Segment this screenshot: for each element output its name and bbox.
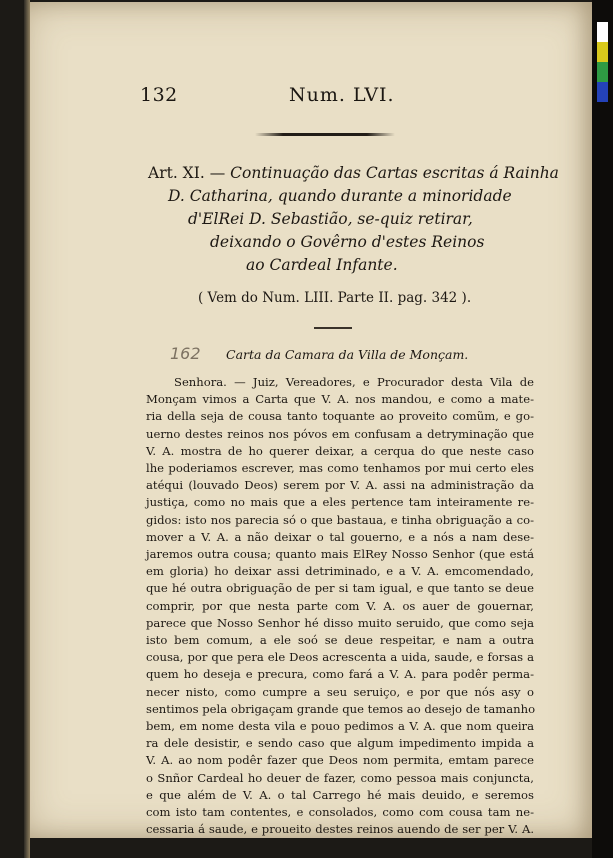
article-reference: ( Vem do Num. LIII. Parte II. pag. 342 ). [198, 290, 472, 306]
body-line: jaremos outra cousa; quanto mais ElRey Nosso Senhor (que está [146, 547, 534, 562]
letter-body [146, 374, 534, 838]
color-calibration-strip [597, 22, 608, 102]
body-line: que hé outra obriguação de per si tam igual, e que tanto se deue [146, 581, 534, 596]
body-line: ria della seja de cousa tanto toquante ao proveito comũm, e go- [146, 409, 534, 424]
body-line: sentimos pela obrigaçam grande que temos ao desejo de tamanho [146, 701, 536, 716]
body-line: quem ho deseja e precura, como fará a V. A. para podêr perma- [146, 667, 534, 682]
body-line: gidos: isto nos parecia só o que bastaua, e tinha obriguação a co- [146, 512, 534, 527]
body-line: lhe poderiamos escrever, mas como tenhamos por mui certo eles [146, 461, 534, 476]
body-line: Senhora. — Juiz, Vereadores, e Procurador desta Vila de [174, 375, 534, 389]
header-rule [255, 133, 395, 136]
body-line: cousa, por que pera ele Deos acrescenta a uida, saude, e forsas a [146, 650, 534, 665]
body-line: parece que Nosso Senhor hé disso muito seruido, que como seja [146, 615, 534, 630]
article-lead: Art. XI. — [148, 164, 226, 182]
article-title-line: ao Cardeal Infante. [246, 256, 398, 274]
body-line: Monçam vimos a Carta que V. A. nos mandou, e como a mate- [146, 392, 534, 407]
running-head: Num. LVI. [289, 84, 395, 106]
body-line: em gloria) ho deixar assi detriminado, e a V. A. emcomendado, [146, 564, 534, 579]
article-title [148, 162, 559, 277]
body-line: cessaria á saude, e proueito destes reinos auendo de ser per V. A. [146, 822, 534, 837]
pencil-annotation: 162 [170, 344, 201, 363]
body-line: ra dele desistir, e sendo caso que algum impedimento impida a [146, 736, 534, 751]
body-line: e que além de V. A. o tal Carrego hé mais deuido, e seremos [146, 787, 534, 802]
body-line: comprir, por que nesta parte com V. A. os auer de gouernar, [146, 598, 534, 613]
letter-title: Carta da Camara da Villa de Monçam. [226, 347, 469, 362]
body-line: com isto tam contentes, e consolados, como com cousa tam ne- [146, 805, 534, 820]
page-header [140, 84, 550, 108]
body-line: atéqui (louvado Deos) serem por V. A. assi na administração da [146, 478, 534, 493]
body-line: uerno destes reinos nos póvos em confusam a detryminação que [146, 426, 534, 441]
body-line: mover a V. A. a não deixar o tal gouerno, e a nós a nam dese- [146, 529, 534, 544]
scan-border [592, 0, 613, 858]
body-line: necer nisto, como cumpre a seu seruiço, e por que nós asy o [146, 684, 534, 699]
article-title-line: Art. XI. — Continuação das Cartas escritas á Rainha [148, 164, 559, 182]
body-line: V. A. ao nom podêr fazer que Deos nom permita, emtam parece [146, 753, 534, 768]
page-number: 132 [140, 84, 178, 106]
body-line: V. A. mostra de ho querer deixar, a cerqua do que neste caso [146, 443, 534, 458]
body-line: o Snñor Cardeal ho deuer de fazer, como pessoa mais conjuncta, [146, 770, 534, 785]
body-line: isto bem comum, a ele soó se deue respeitar, e nam a outra [146, 633, 534, 648]
article-title-line: deixando o Govêrno d'estes Reinos [210, 233, 485, 251]
article-title-line: D. Catharina, quando durante a minoridade [168, 187, 512, 205]
body-line: justiça, como no mais que a eles pertence tam inteiramente re- [146, 495, 534, 510]
body-line: bem, em nome desta vila e pouo pedimos a V. A. que nom queira [146, 719, 534, 734]
page-gutter [24, 0, 30, 858]
article-title-line: d'ElRei D. Sebastião, se-quiz retirar, [188, 210, 473, 228]
section-rule [314, 327, 352, 329]
